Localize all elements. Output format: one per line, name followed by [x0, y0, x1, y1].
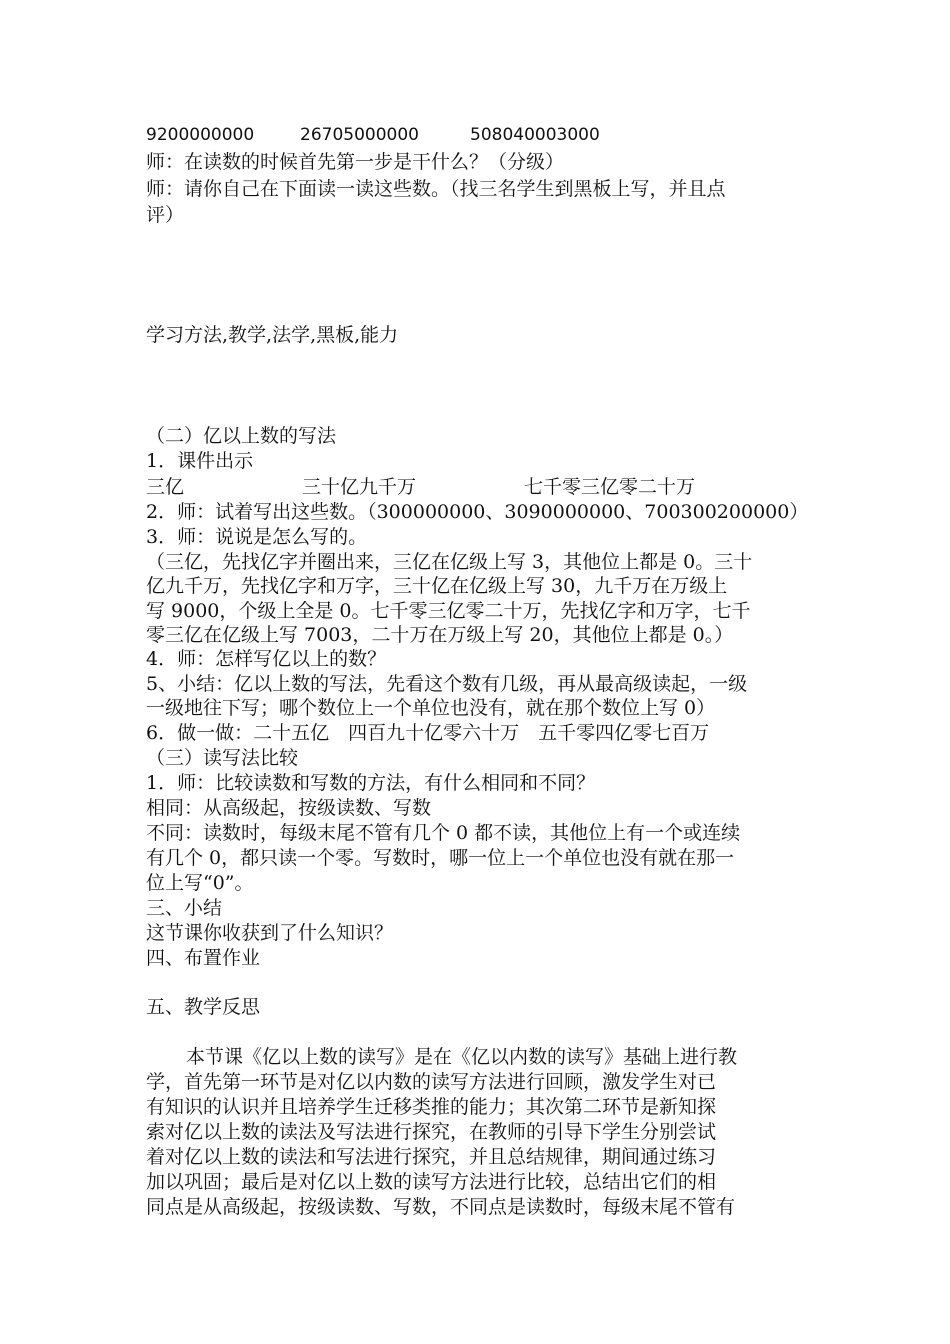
text-line: 一级地往下写；哪个数位上一个单位也没有，就在那个数位上写 0） — [146, 697, 716, 719]
text-line: 不同：读数时，每级末尾不管有几个 0 都不读，其他位上有一个或连续 — [146, 822, 741, 844]
paragraph-line: 有知识的认识并且培养学生迁移类推的能力；其次第二环节是新知探 — [146, 1096, 717, 1118]
example-item: 三亿 — [146, 476, 185, 498]
text-line: 5、小结：亿以上数的写法，先看这个数有几级，再从最高级读起，一级 — [146, 673, 748, 695]
example-item: 三十亿九千万 — [302, 476, 417, 498]
text-line: 相同：从高级起，按级读数、写数 — [146, 797, 432, 819]
section-heading: 三、小结 — [146, 897, 223, 919]
paragraph-line: 索对亿以上数的读法及写法进行探究，在教师的引导下学生分别尝试 — [146, 1121, 717, 1143]
number-3: 508040003000 — [470, 125, 600, 145]
text-line: 这节课你收获到了什么知识？ — [146, 922, 394, 944]
text-line: 零三亿在亿级上写 7003，二十万在万级上写 20，其他位上都是 0。） — [146, 624, 734, 646]
section-heading: 五、教学反思 — [146, 996, 261, 1018]
text-line: 位上写“0”。 — [146, 872, 254, 894]
paragraph-line: 加以巩固；最后是对亿以上数的读写方法进行比较，总结出它们的相 — [146, 1171, 717, 1193]
text-line: 评） — [146, 204, 185, 226]
text-line: 4．师：怎样写亿以上的数？ — [146, 648, 387, 670]
paragraph-line: 同点是从高级起，按级读数、写数，不同点是读数时，每级末尾不管有 — [146, 1196, 736, 1218]
number-2: 26705000000 — [300, 125, 419, 145]
section-heading: 四、布置作业 — [146, 947, 261, 969]
number-1: 9200000000 — [146, 125, 255, 145]
text-line: 亿九千万，先找亿字和万字，三十亿在亿级上写 30，九千万在万级上 — [146, 575, 728, 597]
text-line: 师：请你自己在下面读一读这些数。（找三名学生到黑板上写，并且点 — [146, 178, 726, 200]
paragraph-line: 着对亿以上数的读法和写法进行探究，并且总结规律，期间通过练习 — [146, 1146, 717, 1168]
text-line: （三亿，先找亿字并圈出来，三亿在亿级上写 3，其他位上都是 0。三十 — [146, 551, 753, 573]
paragraph-line: 学，首先第一环节是对亿以内数的读写方法进行回顾，激发学生对已 — [146, 1071, 717, 1093]
text-line: 1．课件出示 — [146, 450, 254, 472]
text-line: 1．师：比较读数和写数的方法，有什么相同和不同？ — [146, 772, 596, 794]
example-item: 七千零三亿零二十万 — [524, 476, 696, 498]
section-heading: （三）读写法比较 — [146, 747, 299, 769]
text-line: 师：在读数的时候首先第一步是干什么？（分级） — [146, 151, 565, 173]
keywords-line: 学习方法,教学,法学,黑板,能力 — [146, 324, 399, 346]
text-line: 写 9000，个级上全是 0。七千零三亿零二十万，先找亿字和万字，七千 — [146, 600, 751, 622]
text-line: 3．师：说说是怎么写的。 — [146, 526, 368, 548]
section-heading: （二）亿以上数的写法 — [146, 425, 337, 447]
text-line: 6．做一做：二十五亿 四百九十亿零六十万 五千零四亿零七百万 — [146, 722, 710, 744]
text-line: 有几个 0，都只读一个零。写数时，哪一位上一个单位也没有就在那一 — [146, 847, 735, 869]
text-line: 2．师：试着写出这些数。（300000000、3090000000、700300200000） — [146, 501, 809, 523]
paragraph-line: 本节课《亿以上数的读写》是在《亿以内数的读写》基础上进行教 — [186, 1046, 738, 1068]
